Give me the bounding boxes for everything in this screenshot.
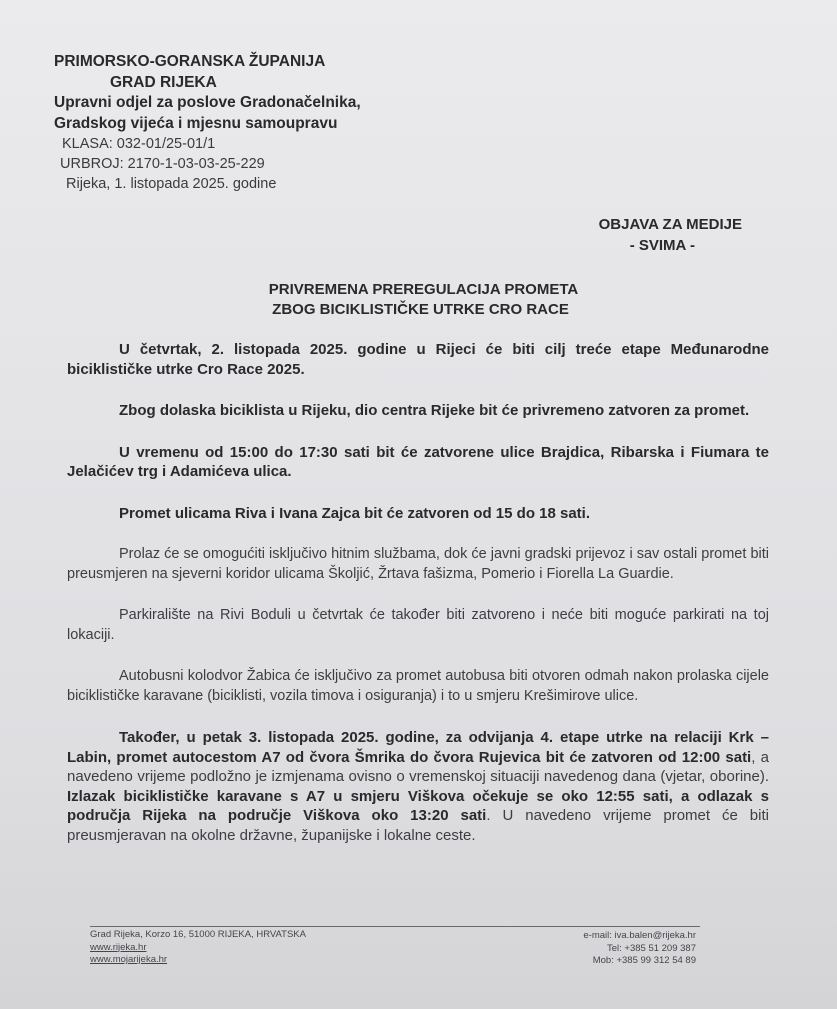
media-notice-line-1: OBJAVA ZA MEDIJE: [598, 216, 742, 233]
paragraph-1: U četvrtak, 2. listopada 2025. godine u Rijeci će biti cilj treće etape Međunarodne biciklističke utrke Cro Race 2025.: [67, 341, 769, 378]
paragraph-8: [67, 728, 769, 845]
footer-mobile: Mob: +385 99 312 54 89: [592, 955, 696, 966]
letterhead: [54, 52, 361, 194]
footer-address: Grad Rijeka, Korzo 16, 51000 RIJEKA, HRVATSKA: [90, 929, 306, 940]
paragraph-8-part-d: . U navedeno vrijeme promet će biti preusmjeravan na okolne državne, županijske i lokalne ceste.: [67, 807, 769, 844]
county-name: PRIMORSKO-GORANSKA ŽUPANIJA: [54, 53, 326, 70]
media-notice-line-2: - SVIMA -: [629, 237, 695, 254]
media-notice-label: [599, 214, 742, 256]
paragraph-6: Parkiralište na Rivi Boduli u četvrtak će također biti zatvoreno i neće biti moguće parkirati na toj lokaciji.: [67, 607, 769, 643]
place-date: Rijeka, 1. listopada 2025. godine: [66, 176, 277, 192]
footer-telephone: Tel: +385 51 209 387: [606, 942, 696, 954]
page-footer: [90, 926, 700, 966]
paragraph-8-part-a: Također, u petak 3. listopada 2025. godine, za odvijanja 4. etape utrke na relaciji Krk – Labin, promet autocestom A7 od čvora Šmrika do čvora Rujevica bit će zatvoren od 12:00 sati: [67, 729, 769, 766]
department-line-1: Upravni odjel za poslove Gradonačelnika,: [54, 94, 361, 111]
paragraph-4: Promet ulicama Riva i Ivana Zajca bit će zatvoren od 15 do 18 sati.: [119, 504, 591, 522]
paragraph-3: U vremenu od 15:00 do 17:30 sati bit će zatvorene ulice Brajdica, Ribarska i Fiumara te Jelačićev trg i Adamićeva ulica.: [67, 443, 769, 480]
paragraph-8-part-b: , a navedeno vrijeme podložno je izmjenama ovisno o vremenskoj situaciji navedenog dana (vjetar, oborine).: [67, 748, 769, 785]
footer-right: [583, 930, 696, 968]
title-line-1: PRIVREMENA PREREGULACIJA PROMETA: [268, 281, 579, 298]
document-title: [0, 280, 837, 320]
department-line-2: Gradskog vijeća i mjesnu samoupravu: [54, 114, 338, 132]
urbroj-number: URBROJ: 2170-1-03-03-25-229: [60, 156, 265, 172]
paragraph-8-part-c: Izlazak biciklističke karavane s A7 u smjeru Viškova očekuje se oko 12:55 sati, a odlazak s područja Rijeka na područje Viškova oko 13:20 sati: [67, 787, 769, 824]
paragraph-7: Autobusni kolodvor Žabica će isključivo za promet autobusa biti otvoren odmah nakon prolaska cijele biciklističke karavane (biciklisti, vozila timova i osiguranja) i to u smjeru Krešimirove ulice.: [67, 668, 769, 704]
klasa-number: KLASA: 032-01/25-01/1: [62, 136, 216, 152]
footer-website-link-2[interactable]: www.mojarijeka.hr: [90, 954, 168, 965]
paragraph-2: Zbog dolaska biciklista u Rijeku, dio centra Rijeke bit će privremeno zatvoren za promet.: [119, 402, 750, 419]
paragraph-5: Prolaz će se omogućiti isključivo hitnim službama, dok će javni gradski prijevoz i sav ostali promet biti preusmjeren na sjeverni koridor ulicama Školjić, Žrtava fašizma, Pomerio i Fiorella La Guardie.: [67, 546, 769, 582]
city-name: GRAD RIJEKA: [110, 73, 217, 91]
document-body: [67, 340, 769, 865]
footer-email[interactable]: e-mail: iva.balen@rijeka.hr: [583, 930, 696, 941]
footer-website-link[interactable]: www.rijeka.hr: [90, 941, 147, 953]
footer-left: [90, 929, 306, 967]
title-line-2: ZBOG BICIKLISTIČKE UTRKE CRO RACE: [272, 301, 569, 318]
